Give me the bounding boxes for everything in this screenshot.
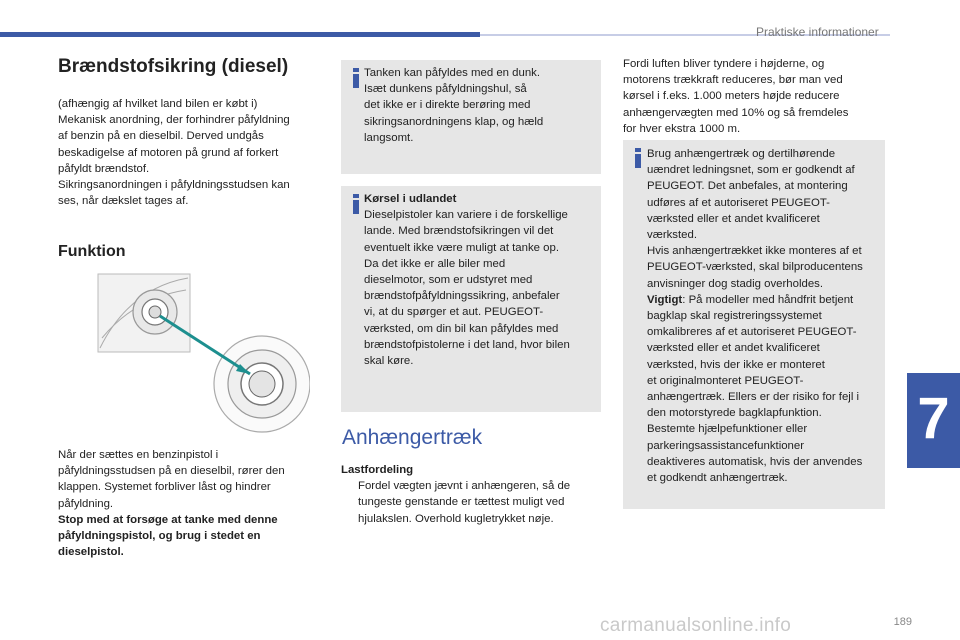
intro-line: Sikringsanordningen i påfyldningsstudsen kan — [58, 179, 290, 192]
load-distribution: Lastfordeling Fordel vægten jævnt i anhængeren, så de tungeste genstande er tættest muligt ved hjulakslen. Overhold kugletrykket nøje. — [341, 462, 603, 527]
section-title: Praktiske informationer — [756, 25, 879, 39]
function-line: påfyldningsstudsen på en dieselbil, rører den — [58, 465, 285, 478]
important-label: Vigtigt — [647, 293, 683, 306]
function-line: klappen. Systemet forbliver låst og hindrer — [58, 481, 271, 494]
function-paragraph — [58, 447, 320, 560]
header-accent-bar — [0, 32, 480, 37]
function-warning-line: Stop med at forsøge at tanke med denne — [58, 513, 278, 526]
fuel-inlet-illustration — [90, 268, 310, 436]
load-title: Lastfordeling — [341, 464, 414, 476]
function-line: påfyldning. — [58, 497, 114, 510]
info-icon — [350, 68, 362, 88]
trailer-heading: Anhængertræk — [342, 426, 483, 449]
intro-line: af benzin på en dieselbil. Derved undgås — [58, 130, 264, 143]
function-line: Når der sættes en benzinpistol i — [58, 449, 219, 461]
info-box-abroad: Kørsel i udlandet Dieselpistoler kan variere i de forskellige lande. Med brændstofsikringen vil det eventuelt ikke være muligt at tanke op. Da det ikke er alle biler med dieselmotor, som er udstyret med brændstofpåfyldningssikring, anbefaler vi, at du spørger et aut. PEUGEOT- værksted, om din bil kan påfyldes med brændstofpistolerne i det land, hvor bilen skal køre. — [341, 186, 601, 412]
intro-paragraph — [58, 96, 320, 209]
function-heading: Funktion — [58, 243, 126, 260]
chapter-number: 7 — [917, 386, 950, 451]
chapter-tab — [907, 373, 960, 468]
watermark: carmanualsonline.info — [600, 615, 792, 636]
intro-line: påfyldt brændstof. — [58, 162, 150, 175]
intro-line: Mekanisk anordning, der forhindrer påfyldning — [58, 114, 290, 127]
info-box-jerrycan: Tanken kan påfyldes med en dunk. Isæt dunkens påfyldningshul, så det ikke er i direkte berøring med sikringsanordningens klap, og hæld langsomt. — [341, 60, 601, 174]
info-icon — [632, 148, 644, 168]
page-title: Brændstofsikring (diesel) — [58, 56, 289, 77]
info-icon — [350, 194, 362, 214]
function-warning-line: dieselpistol. — [58, 546, 124, 559]
function-warning-line: påfyldningspistol, og brug i stedet en — [58, 530, 261, 543]
intro-line: (afhængig af hvilket land bilen er købt i) — [58, 98, 258, 110]
info-box-title: Kørsel i udlandet — [364, 193, 457, 205]
info-box-towbar: Brug anhængertræk og dertilhørende uændret ledningsnet, som er godkendt af PEUGEOT. Det anbefales, at montering udføres af et autoriseret PEUGEOT- værksted eller et andet kvalificeret værksted. Hvis anhængertrækket ikke monteres af et PEUGEOT-værksted, skal bilproducentens anvisninger dog stadig overholdes. Vigtigt: På modeller med håndfrit betjent bagklap skal registreringssystemet omkalibreres af et autoriseret PEUGEOT- værksted eller et andet kvalificeret værksted, hvis der ikke er monteret et originalmonteret PEUGEOT- anhængertræk. Ellers er der risiko for fejl i den motorstyrede bagklapfunktion. Bestemte hjælpefunktioner eller parkeringsassistancefunktioner deaktiveres automatisk, hvis der anvendes et godkendt anhængertræk. — [623, 140, 885, 509]
page-number: 189 — [893, 616, 912, 628]
altitude-paragraph: Fordi luften bliver tyndere i højderne, og motorens trækkraft reduceres, bør man ved kørsel i f.eks. 1.000 meters højde reducere anhængervægten med 10% og så fremdeles for hver ekstra 1000 m. — [623, 58, 849, 135]
intro-line: ses, når dækslet tages af. — [58, 195, 189, 208]
intro-line: beskadigelse af motoren på grund af forkert — [58, 146, 279, 159]
